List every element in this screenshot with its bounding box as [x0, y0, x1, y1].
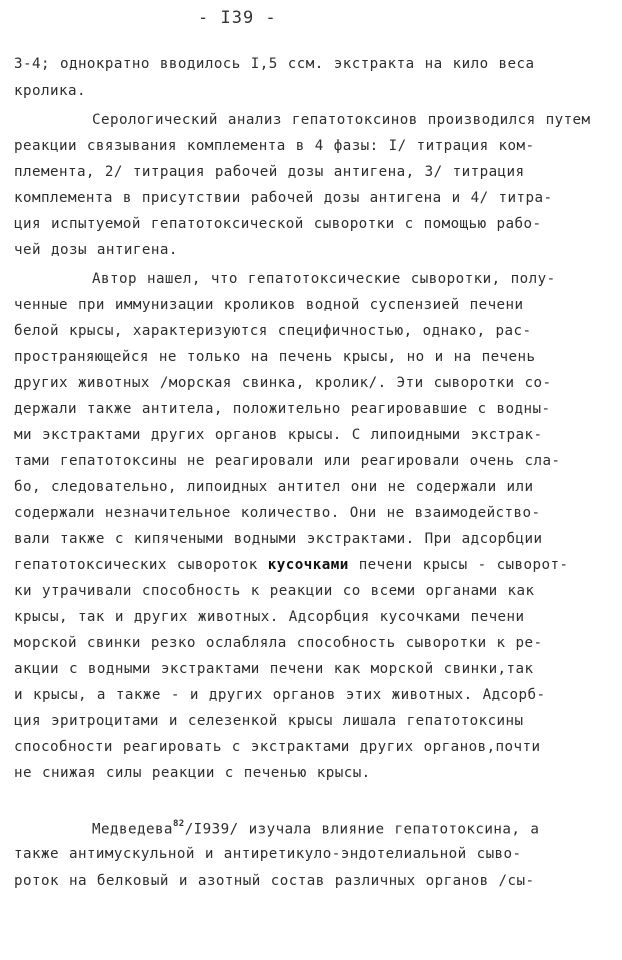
text-line: белой крысы, характеризуются специфичностью, однако, рас- — [14, 323, 532, 339]
text-line: Серологический анализ гепатотоксинов производился путем — [92, 112, 591, 128]
text-line: ция испытуемой гепатотоксической сыворотки с помощью рабо- — [14, 216, 542, 232]
text-line: держали также антитела, положительно реагировавшие с водны- — [14, 401, 551, 417]
text-line: также антимускульной и антиретикуло-эндотелиальной сыво- — [14, 846, 522, 862]
text-line: морской свинки резко ослабляла способность сыворотки к ре- — [14, 635, 543, 651]
text-line: бо, следовательно, липоидных антител они не содержали или — [14, 479, 534, 495]
text-line: способности реагировать с экстрактами других органов,почти — [14, 739, 541, 755]
text-line: комплемента в присутствии рабочей дозы антигена и 4/ титра- — [14, 190, 553, 206]
page-number: - I39 - — [198, 8, 277, 28]
text-line: чей дозы антигена. — [14, 242, 178, 258]
text-line: не снижая силы реакции с печенью крысы. — [14, 765, 371, 781]
text-line: тами гепатотоксины не реагировали или реагировали очень сла- — [14, 453, 561, 469]
text-segment: Медведева — [92, 821, 173, 838]
text-line: Автор нашел, что гепатотоксические сыворотки, полу- — [92, 271, 556, 287]
text-line: вали также с кипячеными водными экстрактами. При адсорбции — [14, 531, 543, 547]
text-line: ми экстрактами других органов крысы. С липоидными экстрак- — [14, 427, 543, 443]
text-line: ки утрачивали способность к реакции со всеми органами как — [14, 583, 535, 599]
text-line: пространяющейся не только на печень крысы, но и на печень — [14, 349, 536, 365]
text-line-with-bold — [14, 556, 569, 574]
text-line: ченные при иммунизации кроликов водной суспензией печени — [14, 297, 524, 313]
text-line: и крысы, а также - и других органов этих животных. Адсорб- — [14, 687, 546, 703]
text-line: роток на белковый и азотный состав различных органов /сы- — [14, 873, 535, 889]
text-line: акции с водными экстрактами печени как морской свинки,так — [14, 661, 534, 677]
text-line: племента, 2/ титрация рабочей дозы антигена, 3/ титрация — [14, 164, 525, 180]
text-line: 3-4; однократно вводилось I,5 ссм. экстракта на кило веса — [14, 56, 535, 72]
text-line: содержали незначительное количество. Они не взаимодейство- — [14, 505, 541, 521]
text-line: ция эритроцитами и селезенкой крысы лишала гепатотоксины — [14, 713, 524, 729]
bold-word: кусочками — [267, 557, 349, 573]
text-line: кролика. — [14, 83, 86, 99]
text-segment: /I939/ изучала влияние гепатотоксина, а — [184, 821, 540, 838]
text-segment: гепатотоксических сывороток — [14, 557, 268, 573]
footnote-reference: 82 — [172, 819, 185, 829]
text-line: крысы, так и других животных. Адсорбция кусочками печени — [14, 609, 525, 625]
text-line-with-footnote — [92, 817, 539, 839]
text-line: других животных /морская свинка, кролик/. Эти сыворотки со- — [14, 375, 552, 391]
text-segment: печени крысы - сыворот- — [348, 557, 569, 573]
text-line: реакции связывания комплемента в 4 фазы: I/ титрация ком- — [14, 138, 535, 154]
